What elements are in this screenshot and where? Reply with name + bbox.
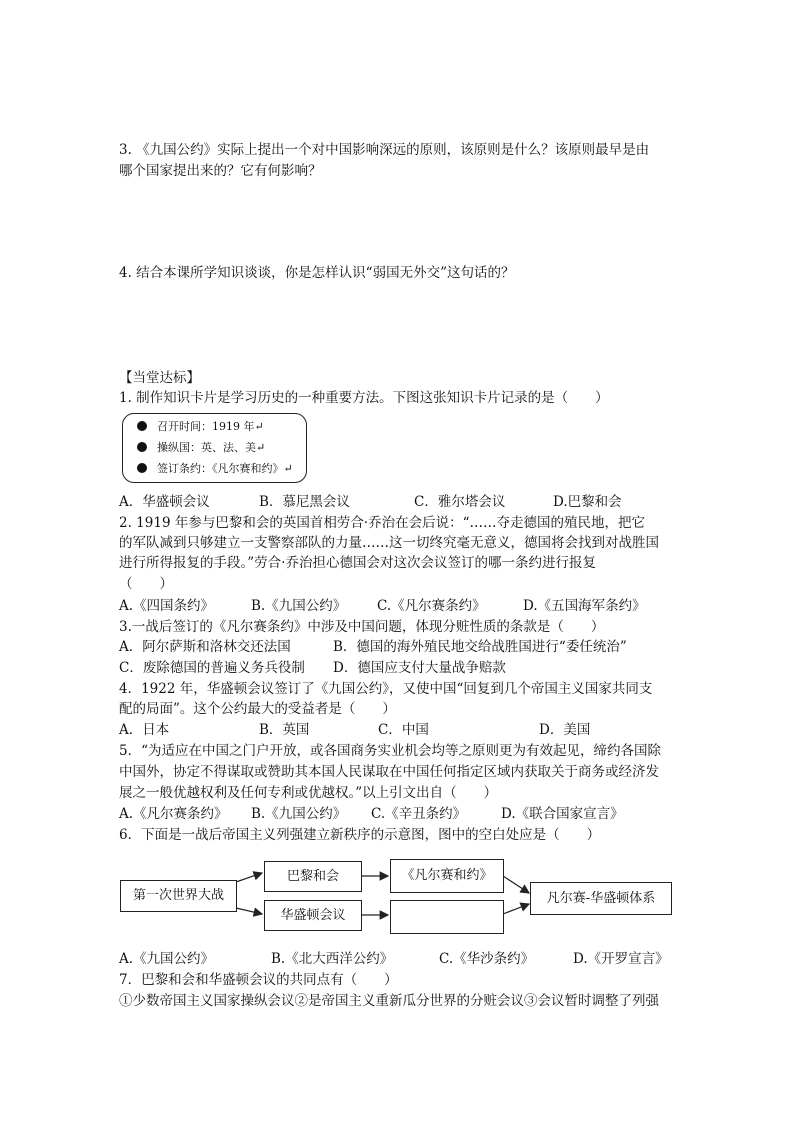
- arrow: [236, 873, 262, 882]
- p1-stem: 1. 制作知识卡片是学习历史的一种重要方法。下图这张知识卡片记录的是（ ）: [119, 390, 609, 406]
- section-title: 【当堂达标】: [119, 370, 200, 386]
- arrow: [236, 908, 262, 914]
- option-a: A.《凡尔赛条约》: [119, 806, 228, 822]
- p2-line2: 的军队减到只够建立一支警察部队的力量……这一切终究毫无意义，德国将会找到对战胜国: [119, 535, 659, 551]
- p2-line3: 进行所得报复的手段。”劳合·乔治担心德国会对这次会议签订的哪一条约进行报复: [119, 555, 596, 571]
- card-row: 签订条约：《凡尔赛和约》↵: [137, 462, 293, 476]
- option-d: D.巴黎和会: [553, 494, 622, 510]
- diagram-blank-box: [390, 900, 504, 934]
- option-c: C.《辛丑条约》: [371, 806, 467, 822]
- option-b: B．德国的海外殖民地交给战胜国进行“委任统治”: [333, 639, 627, 655]
- option-a: A．阿尔萨斯和洛林交还法国: [119, 639, 291, 655]
- p7-line2: ①少数帝国主义国家操纵会议②是帝国主义重新瓜分世界的分赃会议③会议暂时调整了列强: [119, 993, 659, 1009]
- diagram-top-mid-box: 巴黎和会: [264, 861, 362, 892]
- p5-line2: 中国外，协定不得谋取或赞助其本国人民谋取在中国任何指定区域内获取关于商务或经济发: [119, 764, 659, 780]
- option-b: B．英国: [259, 722, 310, 738]
- diagram-top-right-box: 《凡尔赛和约》: [390, 859, 504, 893]
- p4-line2: 配的局面”。这个公约最大的受益者是（ ）: [119, 701, 396, 717]
- option-a: A.《四国条约》: [119, 598, 215, 614]
- option-c: C．中国: [378, 722, 429, 738]
- option-d: D.《五国海军条约》: [523, 598, 646, 614]
- option-d: D．美国: [539, 722, 591, 738]
- q4-line1: 4. 结合本课所学知识谈谈，你是怎样认识“弱国无外交”这句话的？: [119, 265, 515, 281]
- option-c: C．废除德国的普遍义务兵役制: [119, 660, 305, 676]
- option-b: B.《北大西洋公约》: [271, 951, 394, 967]
- p4-line1: 4．1922 年，华盛顿会议签订了《九国公约》，又使中国“回复到几个帝国主义国家共同支: [119, 681, 653, 697]
- p5-line1: 5．“为适应在中国之门户开放，或各国商务实业机会均等之原则更为有效起见，缔约各国除: [119, 743, 661, 759]
- option-c: C.《凡尔赛条约》: [377, 598, 486, 614]
- card-row: 召开时间：1919 年↵: [137, 420, 264, 434]
- option-b: B.《九国公约》: [251, 806, 347, 822]
- p2-line4: （ ）: [119, 576, 173, 592]
- option-c: C.《华沙条约》: [439, 951, 535, 967]
- p2-line1: 2. 1919 年参与巴黎和会的英国首相劳合·乔治在会后说：“……夺走德国的殖民地，把它: [119, 515, 646, 531]
- q3-line1: 3. 《九国公约》实际上提出一个对中国影响深远的原则，该原则是什么？该原则最早是由: [119, 142, 650, 158]
- arrow: [503, 904, 529, 914]
- diagram-bottom-mid-box: 华盛顿会议: [264, 900, 362, 931]
- option-a: A．日本: [119, 722, 170, 738]
- card-row: 操纵国：英、法、美↵: [137, 441, 265, 455]
- diagram-start-box: 第一次世界大战: [120, 880, 237, 912]
- option-d: D．德国应支付大量战争赔款: [333, 660, 506, 676]
- p7-stem: 7．巴黎和会和华盛顿会议的共同点有（ ）: [119, 972, 398, 988]
- option-b: B.《九国公约》: [251, 598, 347, 614]
- q3-line2: 哪个国家提出来的？它有何影响？: [119, 163, 322, 179]
- option-d: D.《开罗宣言》: [573, 951, 669, 967]
- diagram-end-box: 凡尔赛-华盛顿体系: [530, 882, 672, 915]
- arrow: [503, 876, 529, 893]
- option-c: C．雅尔塔会议: [414, 494, 506, 510]
- p3-stem: 3.一战后签订的《凡尔赛条约》中涉及中国问题，体现分赃性质的条款是（ ）: [119, 619, 605, 635]
- p5-line3: 展之一般优越权利及任何专利或优越权。”以上引文出自（ ）: [119, 785, 498, 801]
- option-a: A.《九国公约》: [119, 951, 215, 967]
- option-b: B．慕尼黑会议: [259, 494, 350, 510]
- p6-stem: 6．下面是一战后帝国主义列强建立新秩序的示意图，图中的空白处应是（ ）: [119, 827, 601, 843]
- option-d: D.《联合国家宣言》: [501, 806, 624, 822]
- option-a: A．华盛顿会议: [119, 494, 210, 510]
